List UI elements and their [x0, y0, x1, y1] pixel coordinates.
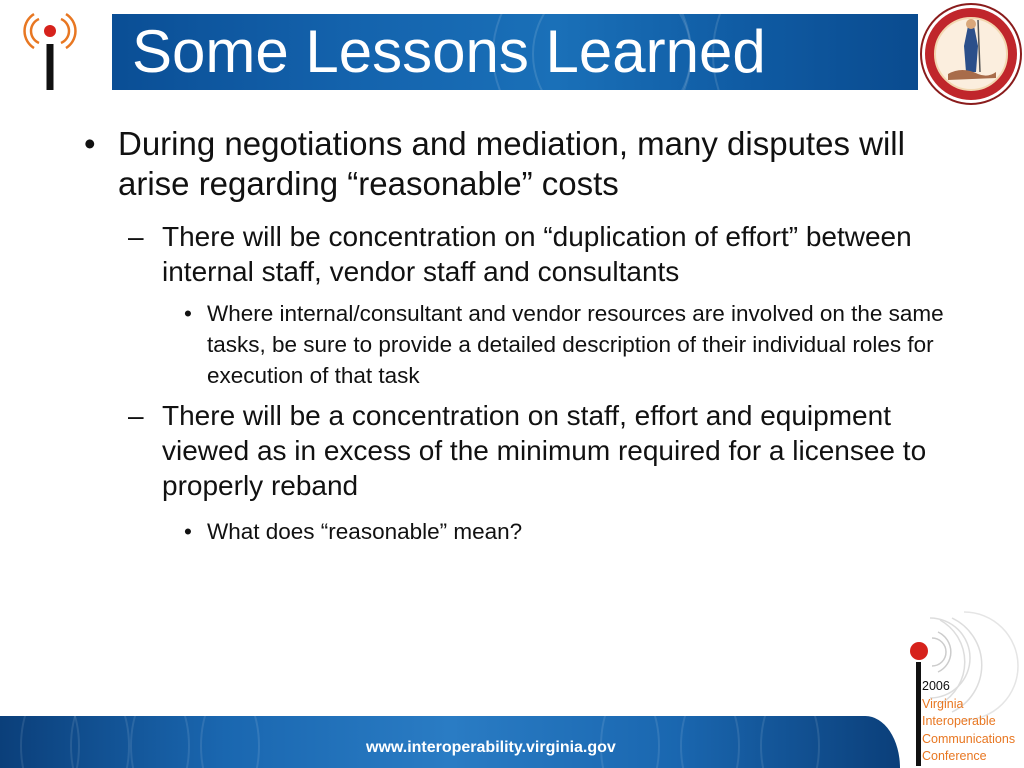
conference-line: Communications — [922, 731, 1016, 746]
conference-name — [922, 678, 1015, 766]
conference-line: Interoperable — [922, 714, 996, 728]
bullet-text: Where internal/consultant and vendor resources are involved on the same tasks, be sure to provide a detailed description of their individual roles for execution of that task — [207, 301, 944, 388]
bullet-marker: – — [128, 400, 144, 431]
bullet-marker: – — [128, 221, 144, 252]
bullet-text: What does “reasonable” mean? — [207, 519, 523, 544]
bullet-marker: • — [84, 125, 96, 162]
title-banner — [112, 14, 918, 90]
footer-url-link[interactable]: www.interoperability.virginia.gov — [366, 739, 616, 756]
slide-title: Some Lessons Learned — [132, 18, 766, 85]
conference-line: Virginia — [922, 696, 964, 711]
bullet-marker: • — [184, 519, 192, 544]
bullet-text: There will be concentration on “duplication of effort” between internal staff, vendor staff and consultants — [162, 221, 912, 287]
bullet-text: During negotiations and mediation, many disputes will arise regarding “reasonable” costs — [118, 125, 905, 202]
conference-line: Conference — [922, 749, 987, 763]
conference-year: 2006 — [922, 679, 950, 693]
bullet-marker: • — [184, 301, 192, 326]
virginia-state-seal-icon — [918, 2, 1024, 106]
bullet-text: There will be a concentration on staff, effort and equipment viewed as in excess of the minimum required for a licensee to properly reband — [162, 400, 927, 501]
radio-signal-logo-icon — [22, 4, 78, 92]
